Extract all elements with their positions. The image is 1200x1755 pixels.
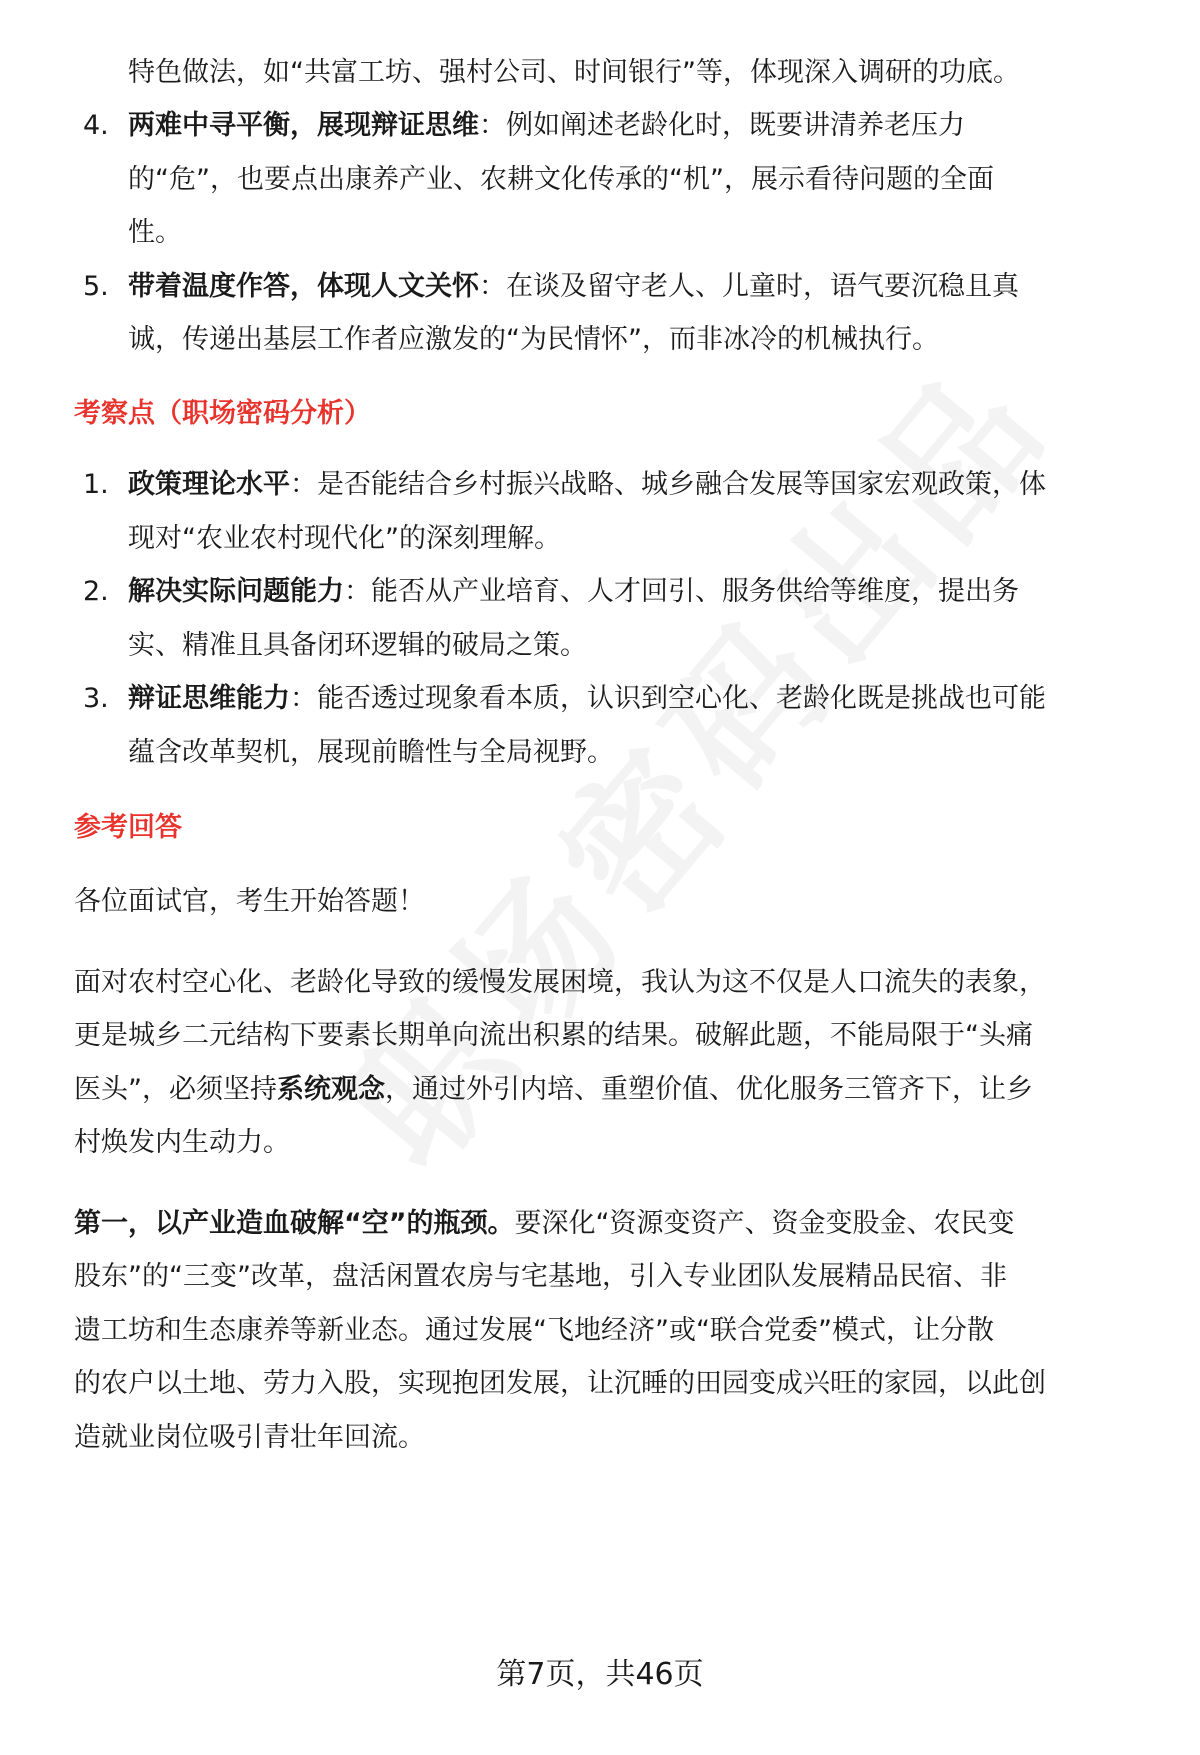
paragraph-line [74,1070,1033,1110]
list-item-bold: 解决实际问题能力 [128,576,344,607]
list-item-first-line [128,679,1046,719]
list-item-text: ：能否透过现象看本质，认识到空心化、老龄化既是挑战也可能 [290,683,1046,714]
paragraph-line: 造就业岗位吸引青壮年回流。 [74,1422,425,1453]
paragraph-line: 更是城乡二元结构下要素长期单向流出积累的结果。破解此题，不能局限于“头痛 [74,1020,1033,1051]
list-item-line: 实、精准且具备闭环逻辑的破局之策。 [128,630,587,661]
paragraph-line: 面对农村空心化、老龄化导致的缓慢发展困境，我认为这不仅是人口流失的表象， [74,967,1046,998]
section-heading-kaochadian: 考察点（职场密码分析） [74,398,371,429]
section-heading-answer: 参考回答 [74,812,182,843]
page-number-footer: 第7页，共46页 [496,1657,704,1692]
paragraph-bold: 第一，以产业造血破解“空”的瓶颈。 [74,1208,515,1239]
list-item-bold: 两难中寻平衡，展现辩证思维 [128,110,479,141]
intro-line: 特色做法，如“共富工坊、强村公司、时间银行”等，体现深入调研的功底。 [128,57,1020,88]
list-item-line: 蕴含改革契机，展现前瞻性与全局视野。 [128,737,614,768]
list-item-number: 2. [83,576,109,607]
paragraph-line: 遗工坊和生态康养等新业态。通过发展“飞地经济”或“联合党委”模式，让分散 [74,1315,994,1346]
list-item-number: 4. [83,110,109,141]
list-item-line: 性。 [128,217,182,248]
list-item-text: ：例如阐述老龄化时，既要讲清养老压力 [479,110,965,141]
paragraph-line: 村焕发内生动力。 [74,1127,290,1158]
paragraph-text: ，通过外引内培、重塑价值、优化服务三管齐下，让乡 [385,1074,1033,1105]
list-item-line: 的“危”，也要点出康养产业、农耕文化传承的“机”，展示看待问题的全面 [128,164,994,195]
list-item-bold: 政策理论水平 [128,469,290,500]
list-item-text: ：是否能结合乡村振兴战略、城乡融合发展等国家宏观政策，体 [290,469,1046,500]
list-item-number: 3. [83,683,109,714]
list-item-bold: 辩证思维能力 [128,683,290,714]
list-item-text: ：能否从产业培育、人才回引、服务供给等维度，提出务 [344,576,1019,607]
paragraph-bold: 系统观念 [277,1074,385,1105]
paragraph-line: 股东”的“三变”改革，盘活闲置农房与宅基地，引入专业团队发展精品民宿、非 [74,1261,1007,1292]
paragraph-line: 的农户以土地、劳力入股，实现抱团发展，让沉睡的田园变成兴旺的家园，以此创 [74,1368,1046,1399]
greeting: 各位面试官，考生开始答题！ [74,886,425,917]
list-item-first-line [128,572,1019,612]
list-item-line: 现对“农业农村现代化”的深刻理解。 [128,523,561,554]
list-item-first-line [128,465,1046,505]
list-item-first-line [128,106,965,146]
list-item-number: 5. [83,271,109,302]
paragraph-text: 要深化“资源变资产、资金变股金、农民变 [514,1208,1015,1239]
list-item-bold: 带着温度作答，体现人文关怀 [128,271,479,302]
list-item-text: ：在谈及留守老人、儿童时，语气要沉稳且真 [479,271,1019,302]
paragraph-line [74,1204,1015,1244]
list-item-first-line [128,267,1019,307]
list-item-line: 诚，传递出基层工作者应激发的“为民情怀”，而非冰冷的机械执行。 [128,324,939,355]
list-item-number: 1. [83,469,109,500]
paragraph-text: 医头”，必须坚持 [74,1074,277,1105]
